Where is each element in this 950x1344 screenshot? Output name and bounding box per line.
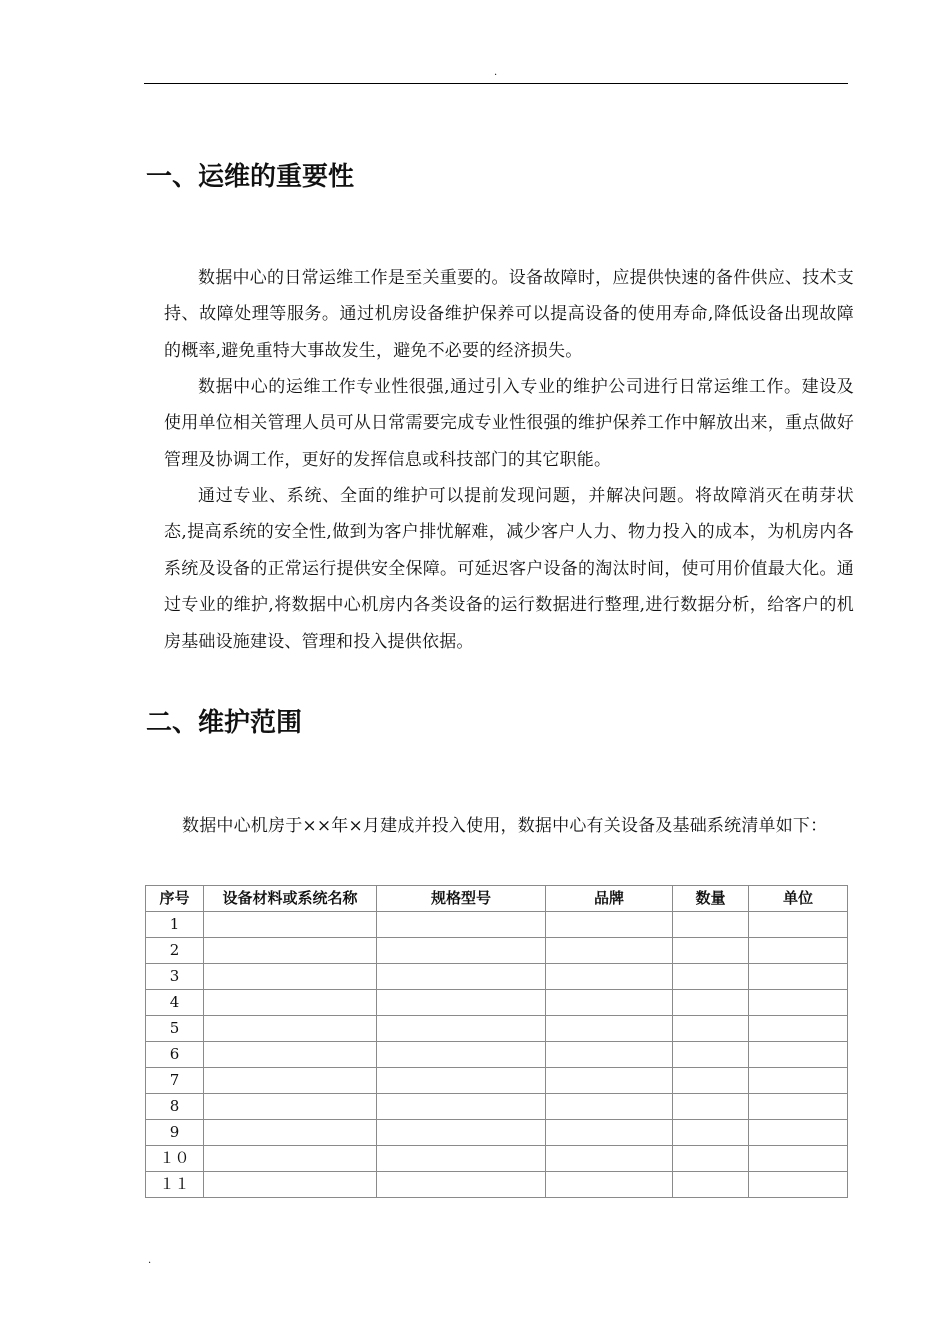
table-cell <box>377 1172 546 1198</box>
table-row <box>146 990 848 1016</box>
table-cell <box>377 1120 546 1146</box>
table-cell <box>749 1120 848 1146</box>
table-cell <box>673 1120 749 1146</box>
table-cell <box>749 1146 848 1172</box>
table-cell <box>377 1042 546 1068</box>
table-cell <box>204 1094 377 1120</box>
row-index: 9 <box>146 1120 204 1146</box>
table-cell <box>673 912 749 938</box>
table-cell <box>204 1146 377 1172</box>
row-index: 4 <box>146 990 204 1016</box>
table-cell <box>546 1094 673 1120</box>
section-title-importance: 一、运维的重要性 <box>146 162 355 192</box>
table-cell <box>204 912 377 938</box>
table-cell <box>673 938 749 964</box>
table-cell <box>673 1042 749 1068</box>
footer-mark: . <box>148 1255 152 1266</box>
table-cell <box>546 990 673 1016</box>
paragraph-importance-2: 数据中心的运维工作专业性很强,通过引入专业的维护公司进行日常运维工作。建设及使用单位相关管理人员可从日常需要完成专业性很强的维护保养工作中解放出来，重点做好管理及协调工作，更好的发挥信息或科技部门的其它职能。 <box>164 377 854 470</box>
table-cell <box>749 1016 848 1042</box>
table-cell <box>546 1120 673 1146</box>
table-cell <box>377 938 546 964</box>
table-cell <box>204 1016 377 1042</box>
row-index: 2 <box>146 938 204 964</box>
table-cell <box>546 964 673 990</box>
column-header-quantity: 数量 <box>673 886 749 912</box>
table-cell <box>673 1094 749 1120</box>
table-cell <box>204 1172 377 1198</box>
table-cell <box>546 912 673 938</box>
table-cell <box>546 1042 673 1068</box>
table-row <box>146 1146 848 1172</box>
table-cell <box>546 1068 673 1094</box>
table-cell <box>204 990 377 1016</box>
table-cell <box>377 990 546 1016</box>
table-cell <box>377 1016 546 1042</box>
column-header-brand: 品牌 <box>546 886 673 912</box>
table-cell <box>749 1172 848 1198</box>
table-cell <box>673 1172 749 1198</box>
paragraph-importance-3: 通过专业、系统、全面的维护可以提前发现问题，并解决问题。将故障消灭在萌芽状态,提高系统的安全性,做到为客户排忧解难，减少客户人力、物力投入的成本，为机房内各系统及设备的正常运行提供安全保障。可延迟客户设备的淘汰时间，使可用价值最大化。通过专业的维护,将数据中心机房内各类设备的运行数据进行整理,进行数据分析，给客户的机房基础设施建设、管理和投入提供依据。 <box>164 486 854 652</box>
table-row <box>146 1068 848 1094</box>
column-header-index: 序号 <box>146 886 204 912</box>
table-cell <box>377 912 546 938</box>
table-cell <box>673 964 749 990</box>
table-cell <box>673 1016 749 1042</box>
table-cell <box>546 938 673 964</box>
table-row <box>146 912 848 938</box>
table-cell <box>546 1172 673 1198</box>
paragraph-scope-intro: 数据中心机房于××年×月建成并投入使用，数据中心有关设备及基础系统清单如下： <box>182 816 828 836</box>
table-cell <box>546 1146 673 1172</box>
row-index: 7 <box>146 1068 204 1094</box>
table-cell <box>749 1068 848 1094</box>
table-cell <box>673 1146 749 1172</box>
table-row <box>146 938 848 964</box>
row-index: １０ <box>146 1146 204 1172</box>
table-cell <box>377 1094 546 1120</box>
table-row <box>146 1172 848 1198</box>
header-rule <box>144 83 848 84</box>
table-cell <box>749 990 848 1016</box>
table-cell <box>377 1068 546 1094</box>
column-header-name: 设备材料或系统名称 <box>204 886 377 912</box>
table-cell <box>673 990 749 1016</box>
table-cell <box>749 912 848 938</box>
paragraph-importance-1: 数据中心的日常运维工作是至关重要的。设备故障时，应提供快速的备件供应、技术支持、故障处理等服务。通过机房设备维护保养可以提高设备的使用寿命,降低设备出现故障的概率,避免重特大事故发生，避免不必要的经济损失。 <box>164 268 854 361</box>
table-cell <box>204 1120 377 1146</box>
table-cell <box>749 938 848 964</box>
table-row <box>146 1042 848 1068</box>
table-cell <box>749 964 848 990</box>
table-cell <box>749 1094 848 1120</box>
row-index: 3 <box>146 964 204 990</box>
table-row <box>146 1016 848 1042</box>
table-cell <box>204 1068 377 1094</box>
table-cell <box>377 964 546 990</box>
table-cell <box>204 1042 377 1068</box>
column-header-unit: 单位 <box>749 886 848 912</box>
table-cell <box>204 938 377 964</box>
row-index: 6 <box>146 1042 204 1068</box>
table-row <box>146 964 848 990</box>
table-cell <box>377 1146 546 1172</box>
table-cell <box>673 1068 749 1094</box>
header-mark: . <box>494 67 498 78</box>
table-header-row <box>146 886 848 912</box>
equipment-table <box>145 885 848 1198</box>
table-cell <box>204 964 377 990</box>
section-title-scope: 二、维护范围 <box>146 708 303 738</box>
table-cell <box>546 1016 673 1042</box>
table-row <box>146 1094 848 1120</box>
row-index: 8 <box>146 1094 204 1120</box>
table-row <box>146 1120 848 1146</box>
column-header-spec: 规格型号 <box>377 886 546 912</box>
table-cell <box>749 1042 848 1068</box>
row-index: 1 <box>146 912 204 938</box>
row-index: 5 <box>146 1016 204 1042</box>
row-index: １１ <box>146 1172 204 1198</box>
